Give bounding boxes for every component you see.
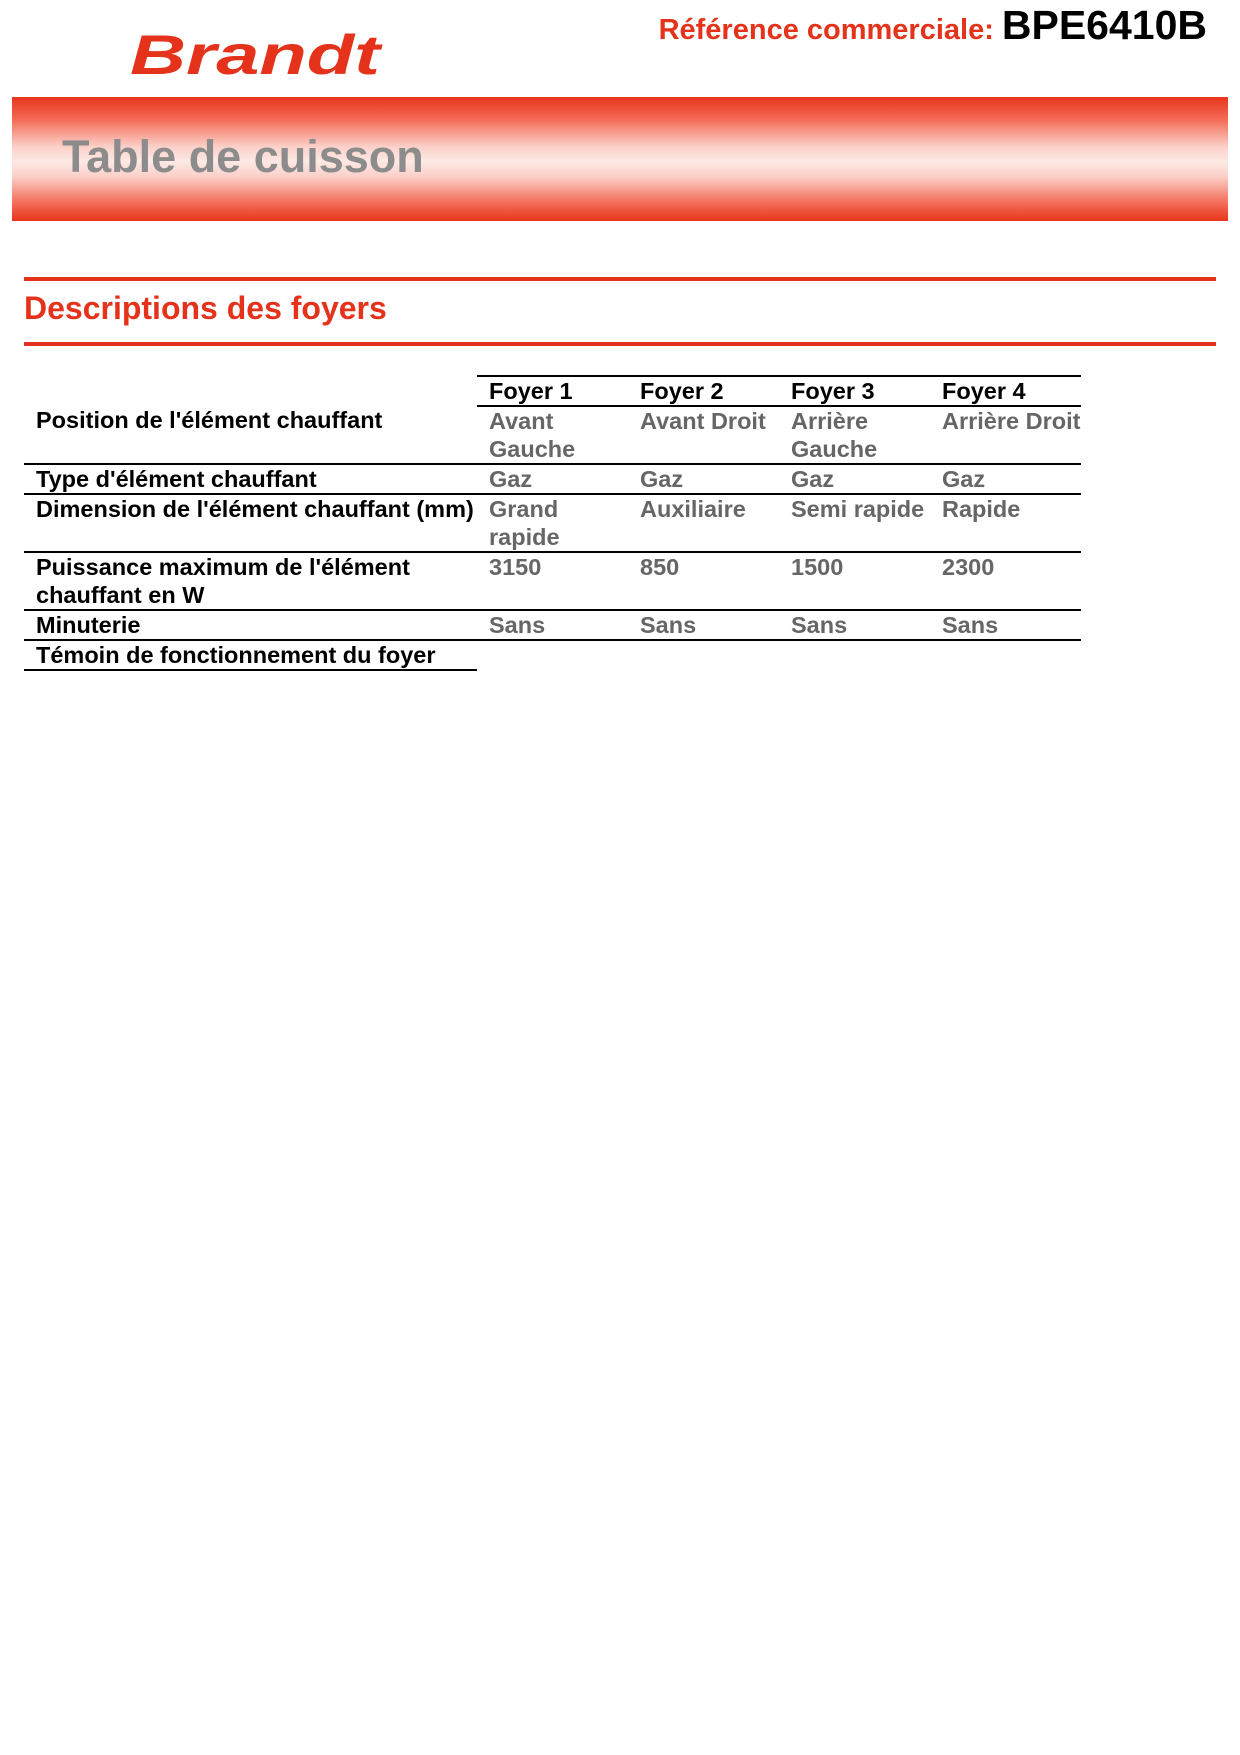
table-row xyxy=(24,406,1081,464)
column-header-foyer-1: Foyer 1 xyxy=(477,376,628,406)
table-row xyxy=(24,552,1081,610)
row-label: Dimension de l'élément chauffant (mm) xyxy=(24,494,477,552)
svg-text:Brandt: Brandt xyxy=(130,24,384,86)
brandt-logo xyxy=(128,24,386,86)
table-cell: Avant Droit xyxy=(628,406,779,464)
table-cell: Gaz xyxy=(779,464,930,494)
header-blank-cell xyxy=(24,376,477,406)
table-row xyxy=(24,464,1081,494)
table-row xyxy=(24,494,1081,552)
row-label: Minuterie xyxy=(24,610,477,640)
table-cell: Arrière Droit xyxy=(930,406,1081,464)
table-cell: Sans xyxy=(477,610,628,640)
table-cell xyxy=(628,640,779,670)
table-cell xyxy=(930,640,1081,670)
title-banner xyxy=(12,97,1228,221)
burner-spec-table xyxy=(24,375,1081,671)
table-cell: Rapide xyxy=(930,494,1081,552)
column-header-foyer-2: Foyer 2 xyxy=(628,376,779,406)
row-label: Puissance maximum de l'élément chauffant en W xyxy=(24,552,477,610)
column-header-foyer-4: Foyer 4 xyxy=(930,376,1081,406)
table-cell: Sans xyxy=(930,610,1081,640)
table-cell: 3150 xyxy=(477,552,628,610)
table-cell: Auxiliaire xyxy=(628,494,779,552)
table-cell: Gaz xyxy=(477,464,628,494)
table-cell: Avant Gauche xyxy=(477,406,628,464)
table-cell: Sans xyxy=(628,610,779,640)
section-title: Descriptions des foyers xyxy=(24,290,387,326)
table-header-row xyxy=(24,376,1081,406)
table-cell: 850 xyxy=(628,552,779,610)
reference-label: Référence commerciale: xyxy=(658,14,994,46)
table-cell: Grand rapide xyxy=(477,494,628,552)
table-cell xyxy=(477,640,628,670)
table-cell: 2300 xyxy=(930,552,1081,610)
row-label: Position de l'élément chauffant xyxy=(24,406,477,464)
table-row xyxy=(24,610,1081,640)
column-header-foyer-3: Foyer 3 xyxy=(779,376,930,406)
commercial-reference xyxy=(659,2,1207,49)
table-cell: Gaz xyxy=(628,464,779,494)
reference-value: BPE6410B xyxy=(1001,2,1207,48)
row-label: Témoin de fonctionnement du foyer xyxy=(24,640,477,670)
table-cell: Semi rapide xyxy=(779,494,930,552)
table-cell: Sans xyxy=(779,610,930,640)
table-cell: Arrière Gauche xyxy=(779,406,930,464)
table-cell: Gaz xyxy=(930,464,1081,494)
page-title: Table de cuisson xyxy=(62,131,424,182)
row-label: Type d'élément chauffant xyxy=(24,464,477,494)
table-cell: 1500 xyxy=(779,552,930,610)
table-row xyxy=(24,640,1081,670)
section-divider-top xyxy=(24,277,1216,281)
section-divider-bottom xyxy=(24,342,1216,346)
table-cell xyxy=(779,640,930,670)
